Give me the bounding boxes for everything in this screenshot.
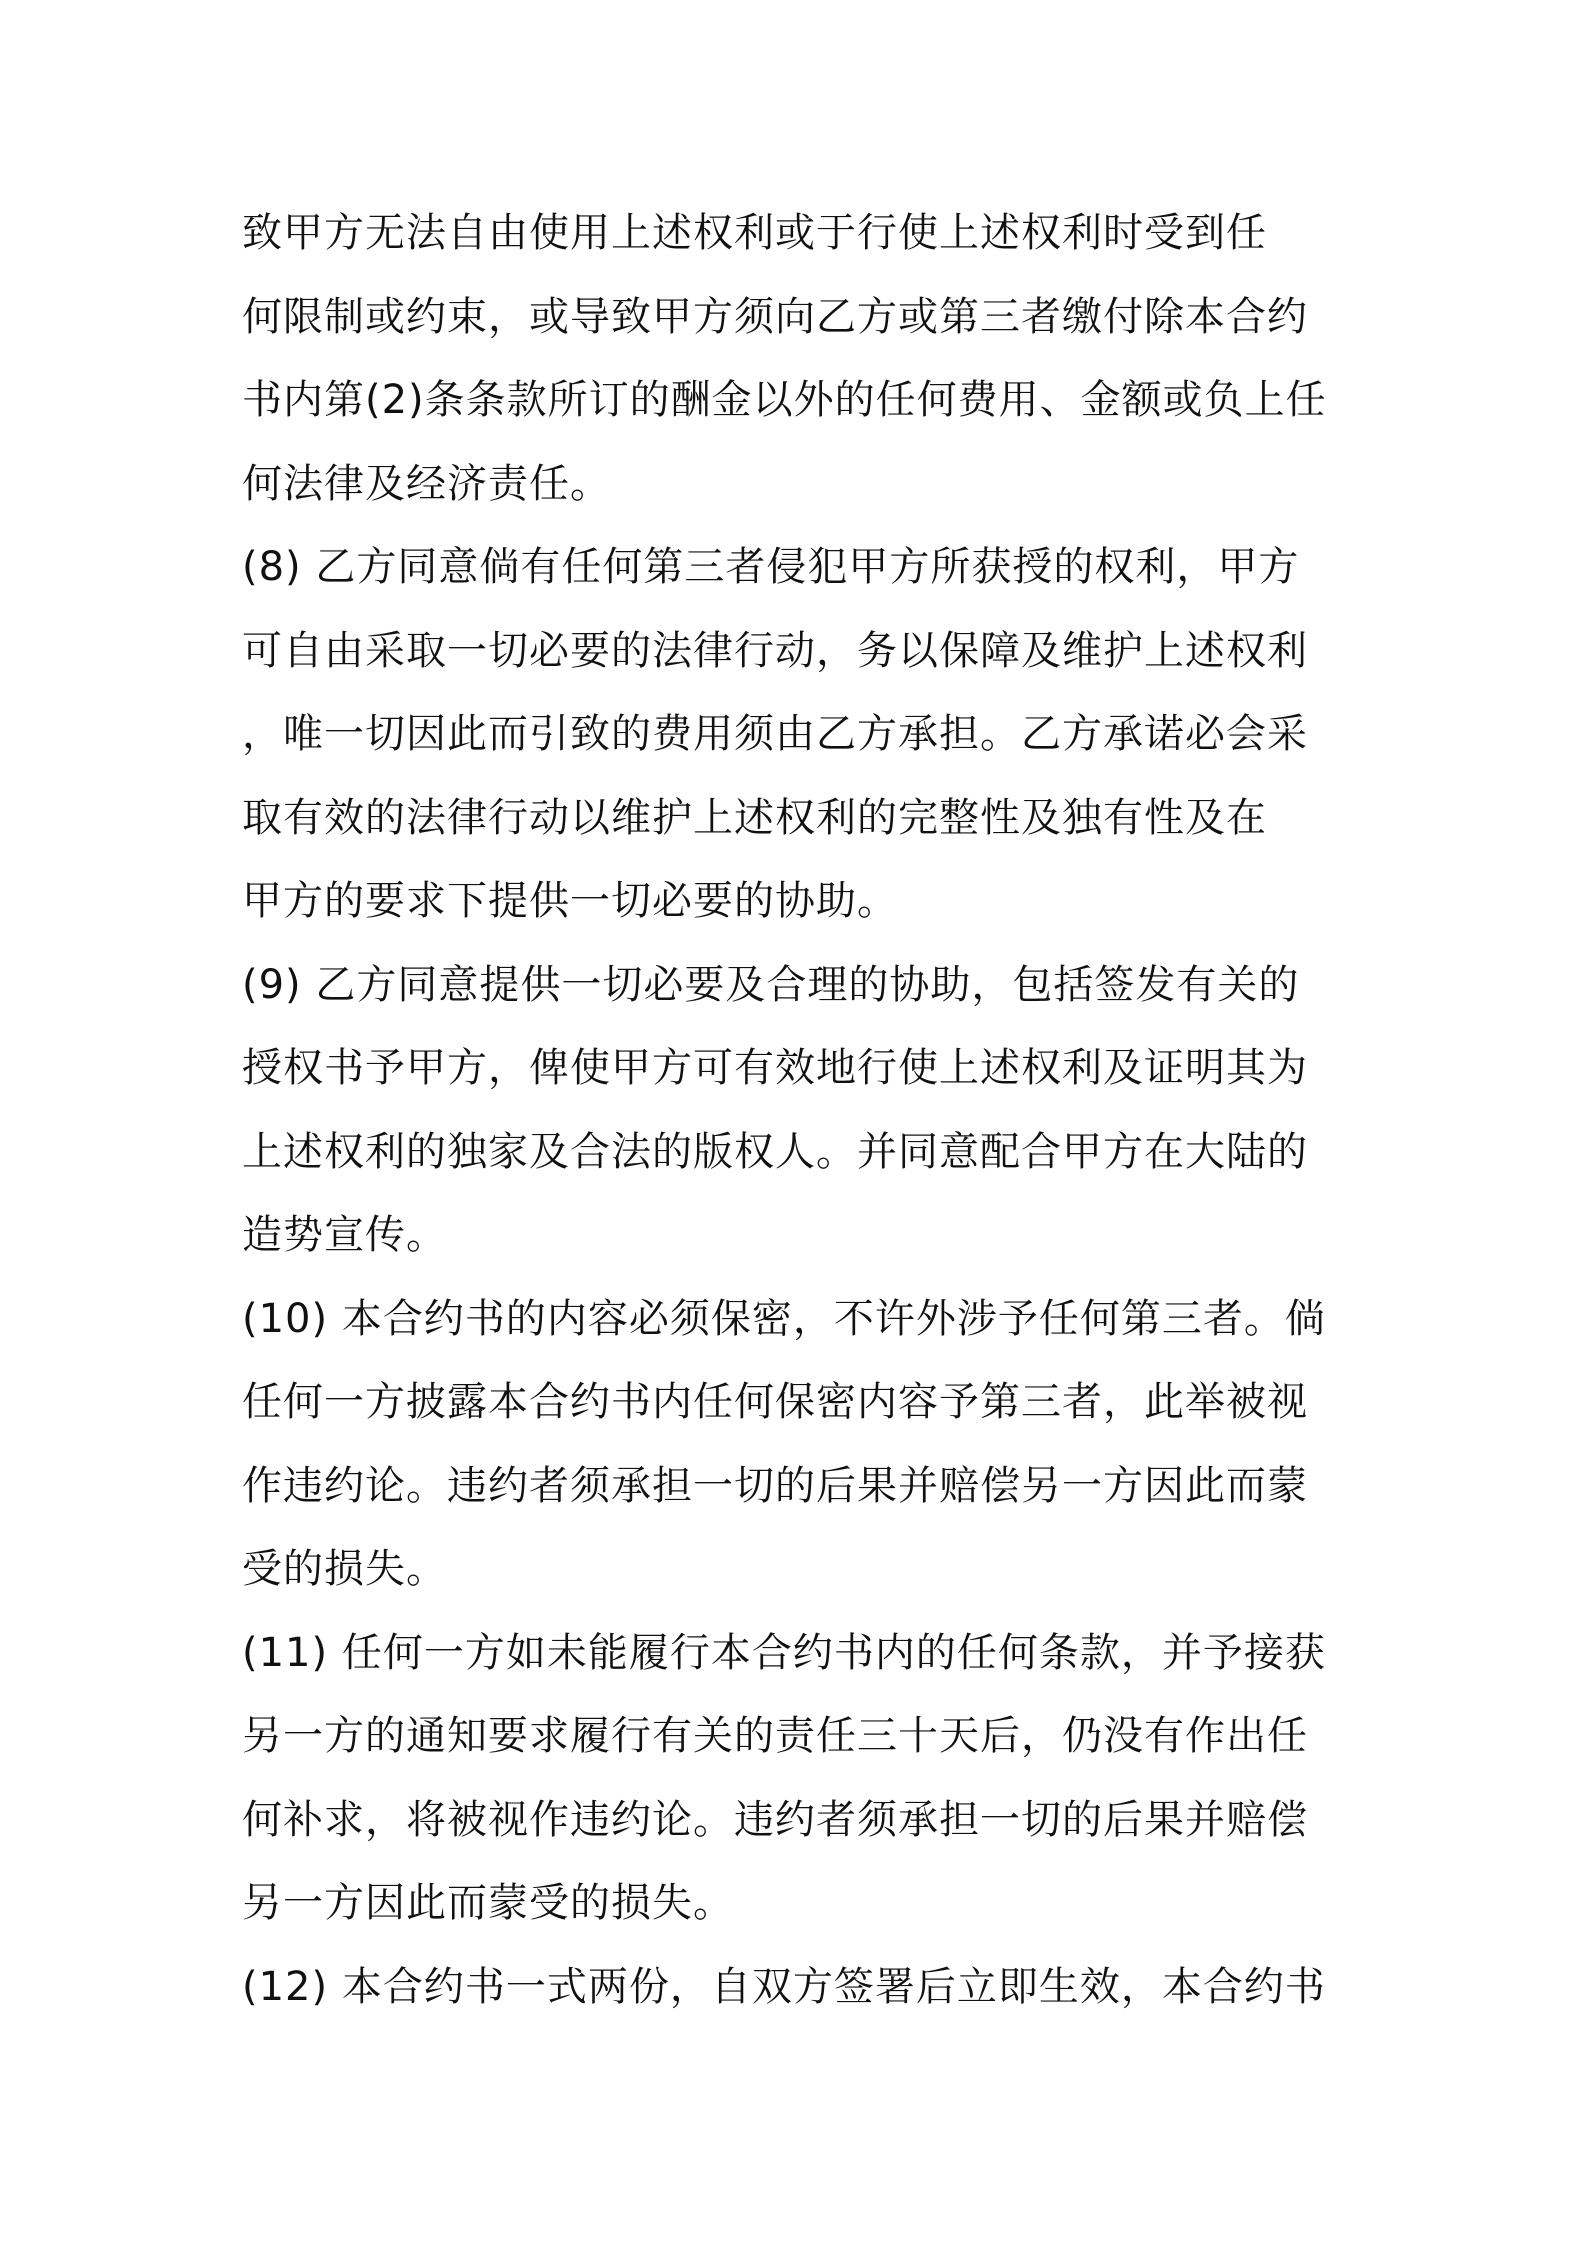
text-line: 授权书予甲方，俾使甲方可有效地行使上述权利及证明其为 [242, 1045, 1308, 1091]
text-line: 甲方的要求下提供一切必要的协助。 [242, 878, 898, 924]
text-line: 可自由采取一切必要的法律行动，务以保障及维护上述权利 [242, 627, 1308, 674]
text-line: 造势宣传。 [242, 1212, 447, 1258]
clause-11-line: (11) 任何一方如未能履行本合约书内的任何条款，并予接获 [242, 1629, 1326, 1676]
text-line: 任何一方披露本合约书内任何保密内容予第三者，此举被视 [242, 1379, 1308, 1425]
clause-8-line: (8) 乙方同意倘有任何第三者侵犯甲方所获授的权利，甲方 [242, 544, 1300, 590]
text-line: 另一方因此而蒙受的损失。 [242, 1880, 734, 1926]
clause-12-line: (12) 本合约书一式两份，自双方签署后立即生效，本合约书 [242, 1963, 1326, 2010]
text-line: 上述权利的独家及合法的版权人。并同意配合甲方在大陆的 [242, 1128, 1308, 1175]
text-line: 何法律及经济责任。 [242, 460, 611, 507]
text-line: 作违约论。违约者须承担一切的后果并赔偿另一方因此而蒙 [242, 1462, 1308, 1509]
text-line: 取有效的法律行动以维护上述权利的完整性及独有性及在 [242, 794, 1267, 841]
clause-10-line: (10) 本合约书的内容必须保密，不许外涉予任何第三者。倘 [242, 1295, 1326, 1342]
contract-text [242, 192, 1362, 2029]
text-line: 致甲方无法自由使用上述权利或于行使上述权利时受到任 [242, 210, 1267, 256]
text-line: 受的损失。 [242, 1546, 447, 1592]
text-line: 另一方的通知要求履行有关的责任三十天后，仍没有作出任 [242, 1713, 1308, 1759]
clause-9-line: (9) 乙方同意提供一切必要及合理的协助，包括签发有关的 [242, 961, 1300, 1008]
text-line: 何补求，将被视作违约论。违约者须承担一切的后果并赔偿 [242, 1796, 1308, 1843]
text-line: 何限制或约束，或导致甲方须向乙方或第三者缴付除本合约 [242, 293, 1308, 340]
text-line: 书内第(2)条条款所订的酬金以外的任何费用、金额或负上任 [242, 377, 1327, 423]
text-line: ，唯一切因此而引致的费用须由乙方承担。乙方承诺必会采 [242, 711, 1308, 757]
